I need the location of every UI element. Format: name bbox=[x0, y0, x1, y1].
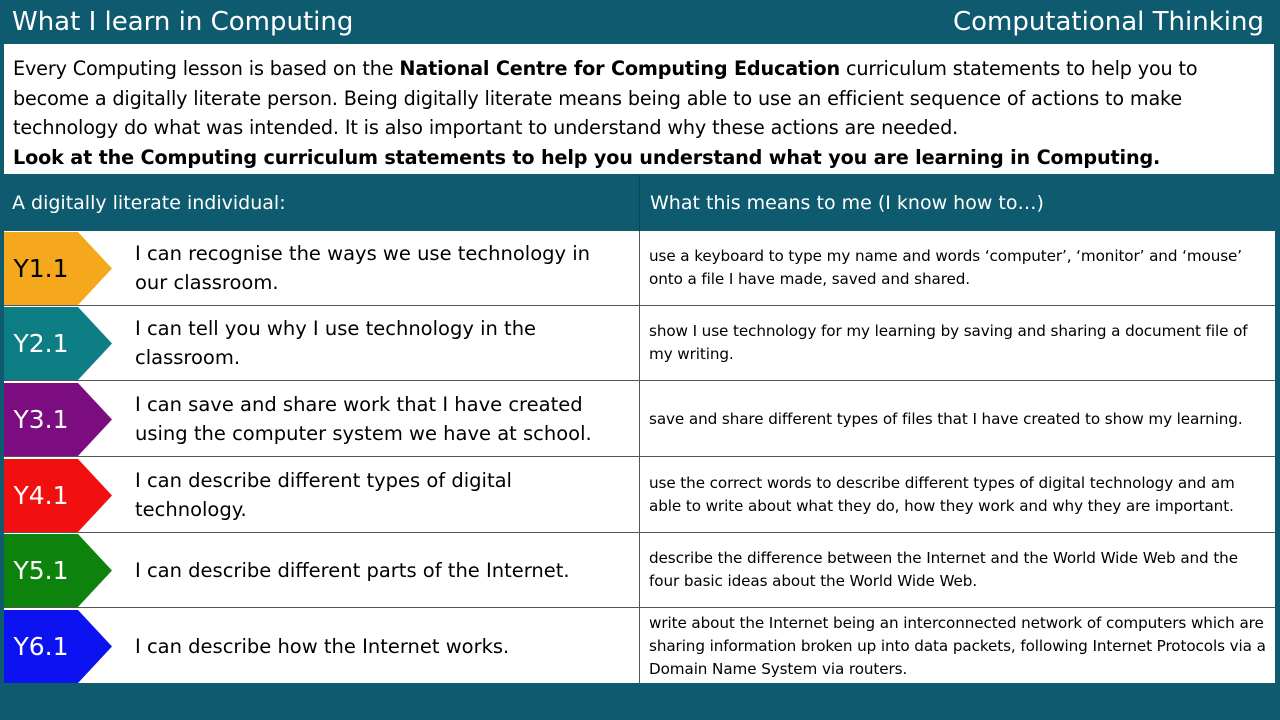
column-header-meaning: What this means to me (I know how to…) bbox=[650, 192, 1044, 214]
table-header bbox=[0, 175, 1280, 231]
page-subtitle: Computational Thinking bbox=[952, 7, 1264, 37]
curriculum-statement-text: I can describe different types of digital technology. bbox=[135, 469, 512, 521]
year-code: Y1.1 bbox=[13, 254, 69, 283]
year-code: Y6.1 bbox=[13, 632, 69, 661]
intro-paragraph bbox=[13, 54, 1266, 143]
table-row bbox=[4, 382, 1275, 457]
year-badge bbox=[4, 534, 114, 607]
page-title: What I learn in Computing bbox=[12, 7, 354, 37]
table-row bbox=[4, 609, 1275, 684]
year-badge bbox=[4, 307, 114, 380]
meaning-text: use the correct words to describe different types of digital technology and am able to write about what they do, how they work and why they are important. bbox=[649, 474, 1235, 515]
meaning-cell bbox=[649, 458, 1269, 532]
meaning-cell bbox=[649, 382, 1269, 456]
year-code: Y5.1 bbox=[13, 556, 69, 585]
curriculum-statement bbox=[135, 609, 625, 683]
intro-text-b: curriculum statements to help you to become a digitally literate person. Being digitally literate means being able to use an efficient sequence of actions to make technology do what was intended. It is also important to understand why these actions are needed. bbox=[13, 57, 1198, 139]
year-badge bbox=[4, 610, 114, 683]
year-code: Y2.1 bbox=[13, 329, 69, 358]
table-row bbox=[4, 458, 1275, 533]
year-code: Y4.1 bbox=[13, 481, 69, 510]
curriculum-statement-text: I can tell you why I use technology in the classroom. bbox=[135, 317, 537, 369]
curriculum-statement bbox=[135, 458, 625, 532]
curriculum-statement-text: I can describe how the Internet works. bbox=[135, 634, 510, 658]
meaning-cell bbox=[649, 306, 1269, 380]
curriculum-table bbox=[4, 231, 1275, 683]
year-badge bbox=[4, 459, 114, 532]
table-row bbox=[4, 231, 1275, 306]
curriculum-statement bbox=[135, 382, 625, 456]
table-row bbox=[4, 533, 1275, 608]
meaning-cell bbox=[649, 609, 1269, 683]
year-badge bbox=[4, 383, 114, 456]
intro-text-a: Every Computing lesson is based on the bbox=[13, 57, 400, 80]
meaning-text: save and share different types of files that I have created to show my learning. bbox=[649, 409, 1243, 428]
intro-instruction bbox=[13, 143, 1266, 173]
curriculum-statement-text: I can describe different parts of the Internet. bbox=[135, 558, 570, 582]
curriculum-statement bbox=[135, 533, 625, 607]
curriculum-statement-text: I can recognise the ways we use technology in our classroom. bbox=[135, 242, 591, 294]
header-divider bbox=[639, 175, 640, 231]
meaning-cell bbox=[649, 533, 1269, 607]
column-header-statements: A digitally literate individual: bbox=[12, 192, 286, 214]
curriculum-statement-text: I can save and share work that I have created using the computer system we have at school. bbox=[135, 393, 592, 445]
table-row bbox=[4, 306, 1275, 381]
curriculum-statement bbox=[135, 306, 625, 380]
meaning-text: write about the Internet being an interconnected network of computers which are sharing information broken up into data packets, following Internet Protocols via a Domain Name System via routers. bbox=[649, 613, 1266, 678]
intro-panel bbox=[4, 44, 1274, 174]
meaning-text: describe the difference between the Internet and the World Wide Web and the four basic ideas about the World Wide Web. bbox=[649, 549, 1238, 590]
year-badge bbox=[4, 232, 114, 305]
meaning-text: show I use technology for my learning by saving and sharing a document file of my writing. bbox=[649, 322, 1248, 363]
intro-text-bold: National Centre for Computing Education bbox=[399, 57, 841, 80]
intro-instruction-text: Look at the Computing curriculum statements to help you understand what you are learning in Computing. bbox=[13, 145, 1161, 169]
curriculum-statement bbox=[135, 231, 625, 305]
meaning-text: use a keyboard to type my name and words ‘computer’, ‘monitor’ and ‘mouse’ onto a file I have made, saved and shared. bbox=[649, 247, 1243, 288]
meaning-cell bbox=[649, 231, 1269, 305]
year-code: Y3.1 bbox=[13, 405, 69, 434]
